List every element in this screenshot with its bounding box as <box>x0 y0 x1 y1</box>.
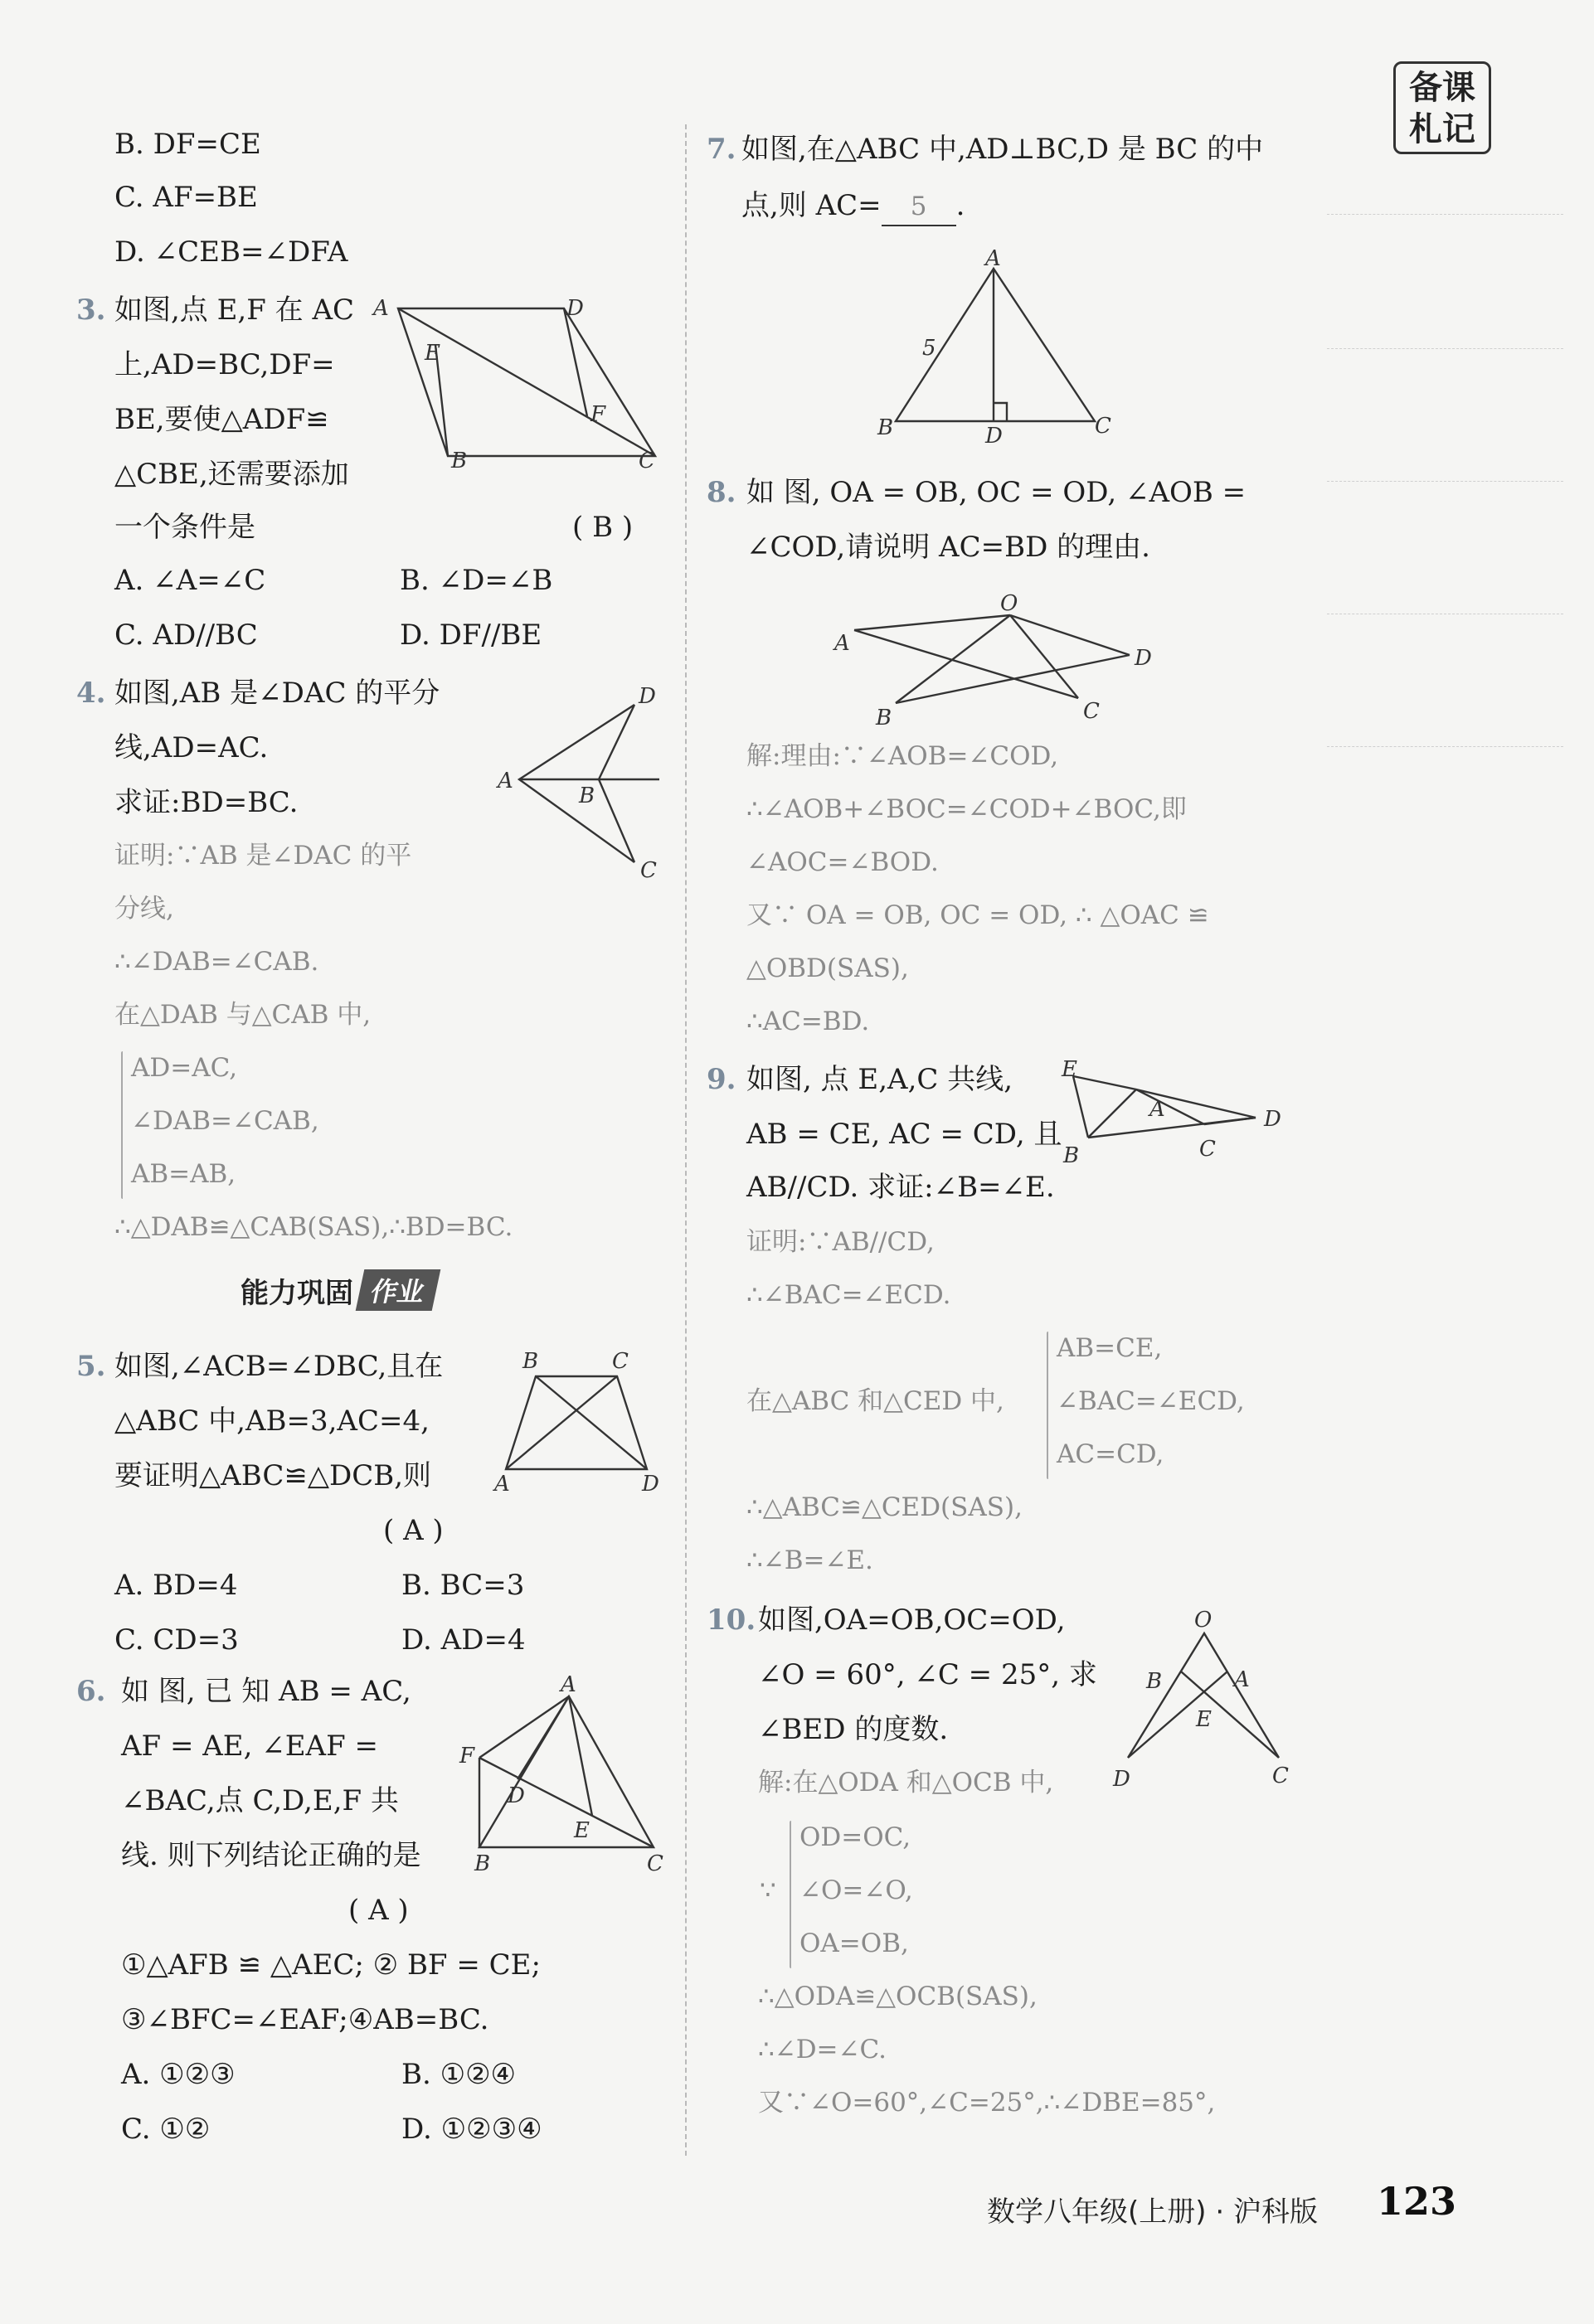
q7-right-angle-mark <box>994 403 1007 421</box>
q6-number: 6. <box>76 1675 106 1708</box>
q5-line: 要证明△ABC≌△DCB,则 <box>114 1459 432 1492</box>
q5-label-c: C <box>612 1349 629 1374</box>
q7-answer-blank <box>882 187 956 226</box>
q6-segment-fa <box>479 1696 569 1758</box>
q10-line: ∠BED 的度数. <box>758 1713 949 1746</box>
q8-label-a: A <box>834 631 850 656</box>
q9-conclusion: ∴∠B=∠E. <box>746 1545 873 1575</box>
q5-line: 如图,∠ACB=∠DBC,且在 <box>114 1350 444 1383</box>
q8-line: 如 图, OA = OB, OC = OD, ∠AOB = <box>746 476 1247 509</box>
q8-solution-line: △OBD(SAS), <box>746 953 909 983</box>
q9-segment-ba <box>1088 1089 1136 1138</box>
q3-label-e: E <box>425 341 440 366</box>
q7-label-a: A <box>985 246 1001 271</box>
q4-brace-line: ∠DAB=∠CAB, <box>131 1106 319 1136</box>
q2-option-c: C. AF=BE <box>114 181 258 214</box>
stamp-line1: 备课 <box>1409 69 1475 107</box>
q6-option-d: D. ①②③④ <box>401 2113 542 2146</box>
q4-line: 如图,AB 是∠DAC 的平分 <box>114 677 440 710</box>
q3-line: △CBE,还需要添加 <box>114 458 349 491</box>
q10-label-o: O <box>1194 1608 1213 1633</box>
q3-label-f: F <box>590 402 606 427</box>
q6-option-b: B. ①②④ <box>401 2058 517 2091</box>
q9-brace-prefix: 在△ABC 和△CED 中, <box>746 1386 1004 1416</box>
q3-figure <box>365 290 672 481</box>
q9-label-c: C <box>1199 1137 1216 1162</box>
q3-diagonal-ac <box>398 308 655 456</box>
q9-label-e: E <box>1062 1057 1077 1082</box>
section-banner <box>241 1269 436 1312</box>
q4-solution-line: 证明:∵AB 是∠DAC 的平 <box>114 841 412 871</box>
q4-figure <box>489 670 672 885</box>
q8-solution-line: ∴∠AOB+∠BOC=∠COD+∠BOC,即 <box>746 794 1187 824</box>
q3-option-b: B. ∠D=∠B <box>400 564 553 597</box>
q3-number: 3. <box>76 294 106 327</box>
q3-line: 一个条件是 <box>114 511 255 544</box>
q10-conclusion: ∴△ODA≌△OCB(SAS), <box>758 1982 1038 2011</box>
q10-number: 10. <box>707 1604 756 1637</box>
q3-answer: ( B ) <box>572 511 634 544</box>
q7-label-c: C <box>1095 414 1111 439</box>
q6-line: 线. 则下列结论正确的是 <box>121 1839 421 1872</box>
q7-line1: 如图,在△ABC 中,AD⊥BC,D 是 BC 的中 <box>741 133 1264 166</box>
q5-option-b: B. BC=3 <box>401 1569 525 1602</box>
q9-line: 如图, 点 E,A,C 共线, <box>746 1063 1013 1096</box>
q5-option-d: D. AD=4 <box>401 1623 526 1657</box>
q10-brace-line: OD=OC, <box>799 1822 911 1852</box>
q7-side-label: 5 <box>922 336 936 361</box>
q5-figure <box>494 1343 677 1497</box>
q6-option-a: A. ①②③ <box>121 2058 236 2091</box>
q2-option-b: B. DF=CE <box>114 128 261 161</box>
q6-answer: ( A ) <box>348 1894 409 1927</box>
q5-label-a: A <box>494 1472 510 1497</box>
q10-label-d: D <box>1113 1767 1130 1792</box>
q8-solution-line: 又∵ OA = OB, OC = OD, ∴ △OAC ≌ <box>746 900 1209 930</box>
q4-rays-ad-ac <box>519 705 634 862</box>
q9-figure <box>1047 1055 1295 1187</box>
q5-diagonal-ca <box>506 1376 617 1469</box>
q10-segment-da <box>1128 1671 1227 1758</box>
q4-line: 求证:BD=BC. <box>114 786 299 819</box>
q4-line: 线,AD=AC. <box>114 731 269 764</box>
q8-label-b: B <box>876 706 892 730</box>
q7-number: 7. <box>707 133 736 166</box>
q3-line: BE,要使△ADF≌ <box>114 403 329 436</box>
q10-line: ∠O = 60°, ∠C = 25°, 求 <box>758 1658 1097 1691</box>
q9-solution-line: 证明:∵AB//CD, <box>746 1227 935 1257</box>
q10-label-e: E <box>1196 1707 1212 1732</box>
q10-figure <box>1103 1597 1319 1796</box>
q6-label-f: F <box>459 1744 475 1768</box>
notes-stamp <box>1393 61 1491 154</box>
q3-label-a: A <box>373 296 389 321</box>
q6-option-c: C. ①② <box>121 2113 211 2146</box>
q8-solution-line: 解:理由:∵∠AOB=∠COD, <box>746 741 1059 771</box>
q3-option-c: C. AD//BC <box>114 619 258 652</box>
q9-label-d: D <box>1264 1107 1281 1132</box>
q10-brace-line: OA=OB, <box>799 1929 909 1958</box>
q9-label-a: A <box>1149 1097 1165 1122</box>
q9-line: AB = CE, AC = CD, 且 <box>746 1118 1062 1151</box>
q4-solution-line: 在△DAB 与△CAB 中, <box>114 1000 372 1030</box>
note-line <box>1327 214 1563 215</box>
q4-number: 4. <box>76 677 106 710</box>
q7-line2 <box>741 187 965 226</box>
q8-segment-oc <box>1010 615 1078 698</box>
q6-line: 如 图, 已 知 AB = AC, <box>121 1675 411 1708</box>
q4-brace-line: AB=AB, <box>131 1159 236 1189</box>
q7-line2-start: 点,则 AC= <box>741 189 882 222</box>
q4-conclusion: ∴△DAB≌△CAB(SAS),∴BD=BC. <box>114 1212 513 1242</box>
q9-solution-line: ∴∠BAC=∠ECD. <box>746 1280 951 1310</box>
q6-label-e: E <box>574 1818 590 1843</box>
q8-segment-oa <box>854 615 1010 630</box>
q8-figure <box>829 589 1161 738</box>
q7-figure <box>863 244 1128 451</box>
q10-solution-line: 解:在△ODA 和△OCB 中, <box>758 1768 1054 1798</box>
q9-brace-line: AC=CD, <box>1057 1439 1164 1469</box>
q8-segment-od <box>1010 615 1130 655</box>
q8-solution-line: ∴AC=BD. <box>746 1007 870 1036</box>
q10-brace-line: ∠O=∠O, <box>799 1875 913 1905</box>
q4-label-c: C <box>640 858 657 883</box>
note-line <box>1327 348 1563 349</box>
q8-label-c: C <box>1083 699 1100 724</box>
q9-segment-eb <box>1073 1076 1088 1138</box>
q10-line: 如图,OA=OB,OC=OD, <box>758 1604 1066 1637</box>
stamp-line2: 札记 <box>1409 110 1475 148</box>
q5-trapezoid <box>506 1376 647 1469</box>
q3-segment-df <box>564 308 587 416</box>
q6-label-c: C <box>647 1851 663 1876</box>
q6-label-b: B <box>474 1851 491 1876</box>
q3-line: 如图,点 E,F 在 AC <box>114 294 355 327</box>
q6-segment-ae <box>569 1696 592 1816</box>
q8-label-o: O <box>1000 591 1018 616</box>
q6-segment-ad <box>518 1696 569 1779</box>
q5-line: △ABC 中,AB=3,AC=4, <box>114 1405 430 1438</box>
section-title: 能力巩固 <box>241 1276 353 1310</box>
q7-label-b: B <box>877 415 894 440</box>
q3-option-d: D. DF//BE <box>400 619 542 652</box>
note-line <box>1327 481 1563 482</box>
q9-label-b: B <box>1063 1143 1080 1168</box>
q10-conclusion: ∴∠D=∠C. <box>758 2035 887 2064</box>
q3-label-d: D <box>566 296 584 321</box>
q7-label-d: D <box>985 424 1003 449</box>
q5-diagonal-bd <box>536 1376 647 1469</box>
q9-brace-line: AB=CE, <box>1057 1333 1163 1363</box>
note-line <box>1327 746 1563 747</box>
q10-conclusion: 又∵∠O=60°,∠C=25°,∴∠DBE=85°, <box>758 2088 1216 2118</box>
q4-brace-line: AD=AC, <box>131 1053 238 1083</box>
q9-segment-cd <box>1204 1118 1256 1124</box>
q5-label-b: B <box>522 1349 539 1374</box>
q5-answer: ( A ) <box>383 1514 444 1547</box>
q9-conclusion: ∴△ABC≌△CED(SAS), <box>746 1492 1023 1522</box>
q9-line: AB//CD. 求证:∠B=∠E. <box>746 1171 1055 1204</box>
q7-answer: 5 <box>910 192 927 221</box>
section-tag: 作业 <box>356 1269 441 1311</box>
q5-label-d: D <box>642 1472 659 1497</box>
q2-option-d: D. ∠CEB=∠DFA <box>114 235 348 269</box>
q8-solution-line: ∠AOC=∠BOD. <box>746 847 939 877</box>
q9-brace <box>1047 1332 1048 1479</box>
q10-label-c: C <box>1272 1764 1289 1788</box>
q6-label-d: D <box>508 1783 525 1808</box>
q4-label-d: D <box>639 684 656 709</box>
q10-label-b: B <box>1146 1669 1163 1694</box>
q7-line2-end: . <box>955 189 965 222</box>
q6-figure <box>446 1667 670 1874</box>
q6-label-a: A <box>561 1672 576 1697</box>
q10-brace-prefix: ∵ <box>760 1875 776 1905</box>
column-divider <box>685 124 687 2156</box>
q3-line: 上,AD=BC,DF= <box>114 348 335 381</box>
q5-number: 5. <box>76 1350 106 1383</box>
book-title: 数学八年级(上册) · 沪科版 <box>987 2195 1318 2229</box>
q3-label-c: C <box>639 449 655 473</box>
q5-option-a: A. BD=4 <box>114 1569 238 1602</box>
q4-label-b: B <box>579 784 595 808</box>
q8-number: 8. <box>707 476 736 509</box>
q10-brace <box>790 1821 791 1968</box>
q4-label-a: A <box>498 769 513 793</box>
q10-label-a: A <box>1234 1667 1250 1692</box>
q6-statements-2: ③∠BFC=∠EAF;④AB=BC. <box>121 2003 489 2036</box>
q8-label-d: D <box>1135 646 1152 671</box>
q6-line: AF = AE, ∠EAF = <box>121 1730 378 1763</box>
q4-brace <box>121 1051 123 1199</box>
page-number: 123 <box>1377 2179 1457 2224</box>
q4-solution-line: 分线, <box>114 894 174 924</box>
q6-line: ∠BAC,点 C,D,E,F 共 <box>121 1784 399 1817</box>
q9-number: 9. <box>707 1063 736 1096</box>
q4-solution-line: ∴∠DAB=∠CAB. <box>114 947 319 977</box>
q6-statements-1: ①△AFB ≌ △AEC; ② BF = CE; <box>121 1948 541 1982</box>
q3-option-a: A. ∠A=∠C <box>114 564 266 597</box>
q8-segment-bd <box>896 655 1130 703</box>
q8-line: ∠COD,请说明 AC=BD 的理由. <box>746 531 1150 564</box>
q9-brace-line: ∠BAC=∠ECD, <box>1057 1386 1245 1416</box>
q3-label-b: B <box>451 449 468 473</box>
q5-option-c: C. CD=3 <box>114 1623 239 1657</box>
